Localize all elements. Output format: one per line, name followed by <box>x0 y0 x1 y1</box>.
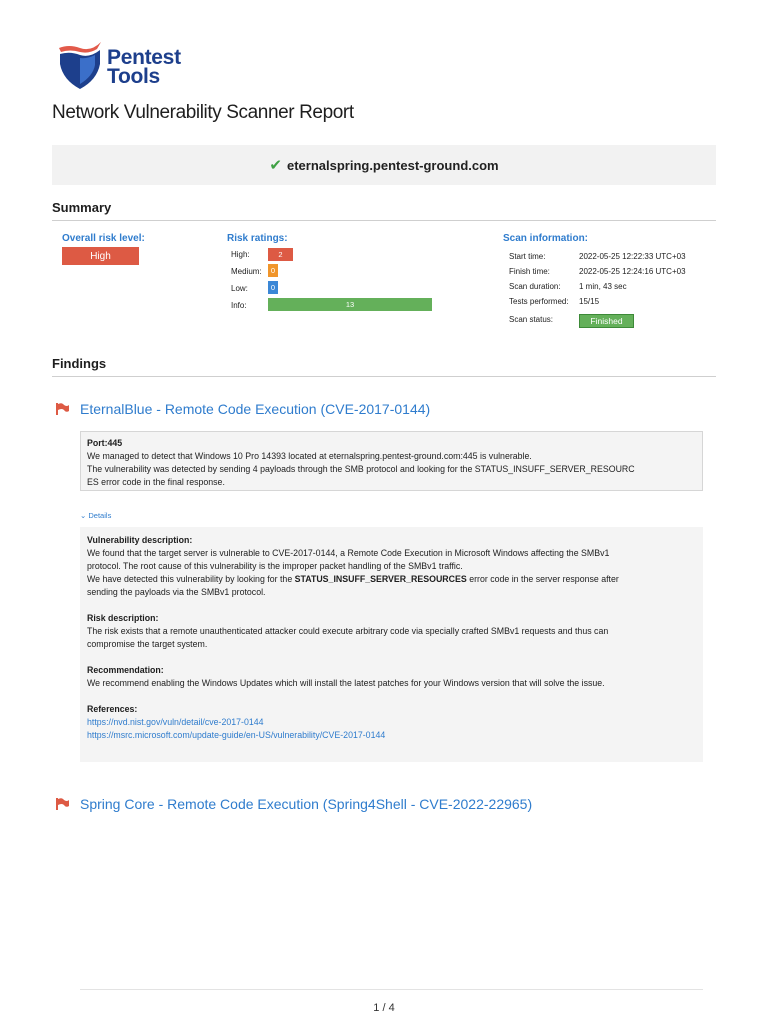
footer-divider <box>80 989 703 990</box>
overall-risk-label: Overall risk level: <box>62 233 145 244</box>
risk-info-label: Info: <box>231 301 247 310</box>
scan-duration-label: Scan duration: <box>509 282 561 291</box>
risk-medium-label: Medium: <box>231 267 262 276</box>
details-panel <box>80 527 703 762</box>
risk-high-label: High: <box>231 250 250 259</box>
risk-description-line-2: compromise the target system. <box>87 639 208 649</box>
risk-low-label: Low: <box>231 284 248 293</box>
vuln-description-line-4: sending the payloads via the SMBv1 protocol. <box>87 587 266 597</box>
vuln-description-line-1: We found that the target server is vulnerable to CVE-2017-0144, a Remote Code Execution in Microsoft Windows affecting the SMBv1 <box>87 548 610 558</box>
finding-line-1: We managed to detect that Windows 10 Pro 14393 located at eternalspring.pentest-ground.com:445 is vulnerable. <box>87 451 532 461</box>
start-time-value: 2022-05-25 12:22:33 UTC+03 <box>579 252 686 261</box>
risk-high-bar: 2 <box>268 248 293 261</box>
chevron-down-icon: ⌄ <box>80 511 87 520</box>
error-code-text: STATUS_INSUFF_SERVER_RESOURCES <box>294 574 467 584</box>
shield-logo-icon <box>57 40 103 90</box>
vuln-description-line-3a: We have detected this vulnerability by looking for the <box>87 574 295 584</box>
finding-line-2: The vulnerability was detected by sending 4 payloads through the SMB protocol and looking for the STATUS_INSUFF_SERVER_RESOURC <box>87 464 635 474</box>
finding-port: Port:445 <box>87 438 123 448</box>
scan-status-badge: Finished <box>579 314 634 328</box>
finish-time-value: 2022-05-25 12:24:16 UTC+03 <box>579 267 686 276</box>
summary-heading: Summary <box>52 200 112 215</box>
recommendation-heading: Recommendation: <box>87 665 164 675</box>
reference-link-nvd[interactable]: https://nvd.nist.gov/vuln/detail/cve-2017-0144 <box>87 717 264 727</box>
target-banner <box>52 145 716 185</box>
finding-summary-box <box>80 431 703 491</box>
findings-heading: Findings <box>52 356 107 371</box>
risk-medium-bar: 0 <box>268 264 278 277</box>
tests-performed-value: 15/15 <box>579 297 600 306</box>
vuln-description-line-2: protocol. The root cause of this vulnerability is the improper packet handling of the SMBv1 traffic. <box>87 561 463 571</box>
vuln-description-line-3c: error code in the server response after <box>466 574 619 584</box>
reference-link-msrc[interactable]: https://msrc.microsoft.com/update-guide/en-US/vulnerability/CVE-2017-0144 <box>87 730 386 740</box>
logo-text-line1: Pentest <box>107 46 181 69</box>
finish-time-label: Finish time: <box>509 267 550 276</box>
risk-info-bar: 13 <box>268 298 432 311</box>
scan-info-label: Scan information: <box>503 233 589 244</box>
target-hostname: eternalspring.pentest-ground.com <box>286 157 499 173</box>
logo-text-line2: Tools <box>107 65 160 88</box>
finding-eternalblue-title[interactable] <box>56 401 430 417</box>
finding-title-text: Spring Core - Remote Code Execution (Spring4Shell - CVE-2022-22965) <box>80 796 533 812</box>
details-toggle[interactable] <box>80 511 111 520</box>
finding-spring4shell-title[interactable] <box>56 796 532 812</box>
risk-low-bar: 0 <box>268 281 278 294</box>
risk-description-line-1: The risk exists that a remote unauthenticated attacker could execute arbitrary code via specially crafted SMBv1 requests and thus can <box>87 626 609 636</box>
report-title: Network Vulnerability Scanner Report <box>52 102 354 123</box>
finding-title-text: EternalBlue - Remote Code Execution (CVE-2017-0144) <box>80 401 431 417</box>
vuln-description-line-3 <box>87 573 696 586</box>
findings-divider <box>52 376 716 377</box>
flag-icon <box>56 403 70 415</box>
page-number: 1 / 4 <box>373 1002 395 1014</box>
pentest-tools-logo <box>57 40 217 92</box>
references-heading: References: <box>87 704 138 714</box>
scan-duration-value: 1 min, 43 sec <box>579 282 627 291</box>
flag-icon <box>56 798 70 810</box>
overall-risk-badge: High <box>62 247 139 265</box>
details-label: Details <box>88 511 112 520</box>
finding-line-3: ES error code in the final response. <box>87 477 225 487</box>
checkmark-icon: ✔ <box>269 157 282 174</box>
risk-ratings-label: Risk ratings: <box>227 233 288 244</box>
vuln-description-heading: Vulnerability description: <box>87 535 193 545</box>
recommendation-text: We recommend enabling the Windows Updates which will install the latest patches for your Windows version that will solve the issue. <box>87 678 605 688</box>
scan-status-label: Scan status: <box>509 315 554 324</box>
summary-divider <box>52 220 716 221</box>
start-time-label: Start time: <box>509 252 546 261</box>
tests-performed-label: Tests performed: <box>509 297 569 306</box>
risk-description-heading: Risk description: <box>87 613 159 623</box>
